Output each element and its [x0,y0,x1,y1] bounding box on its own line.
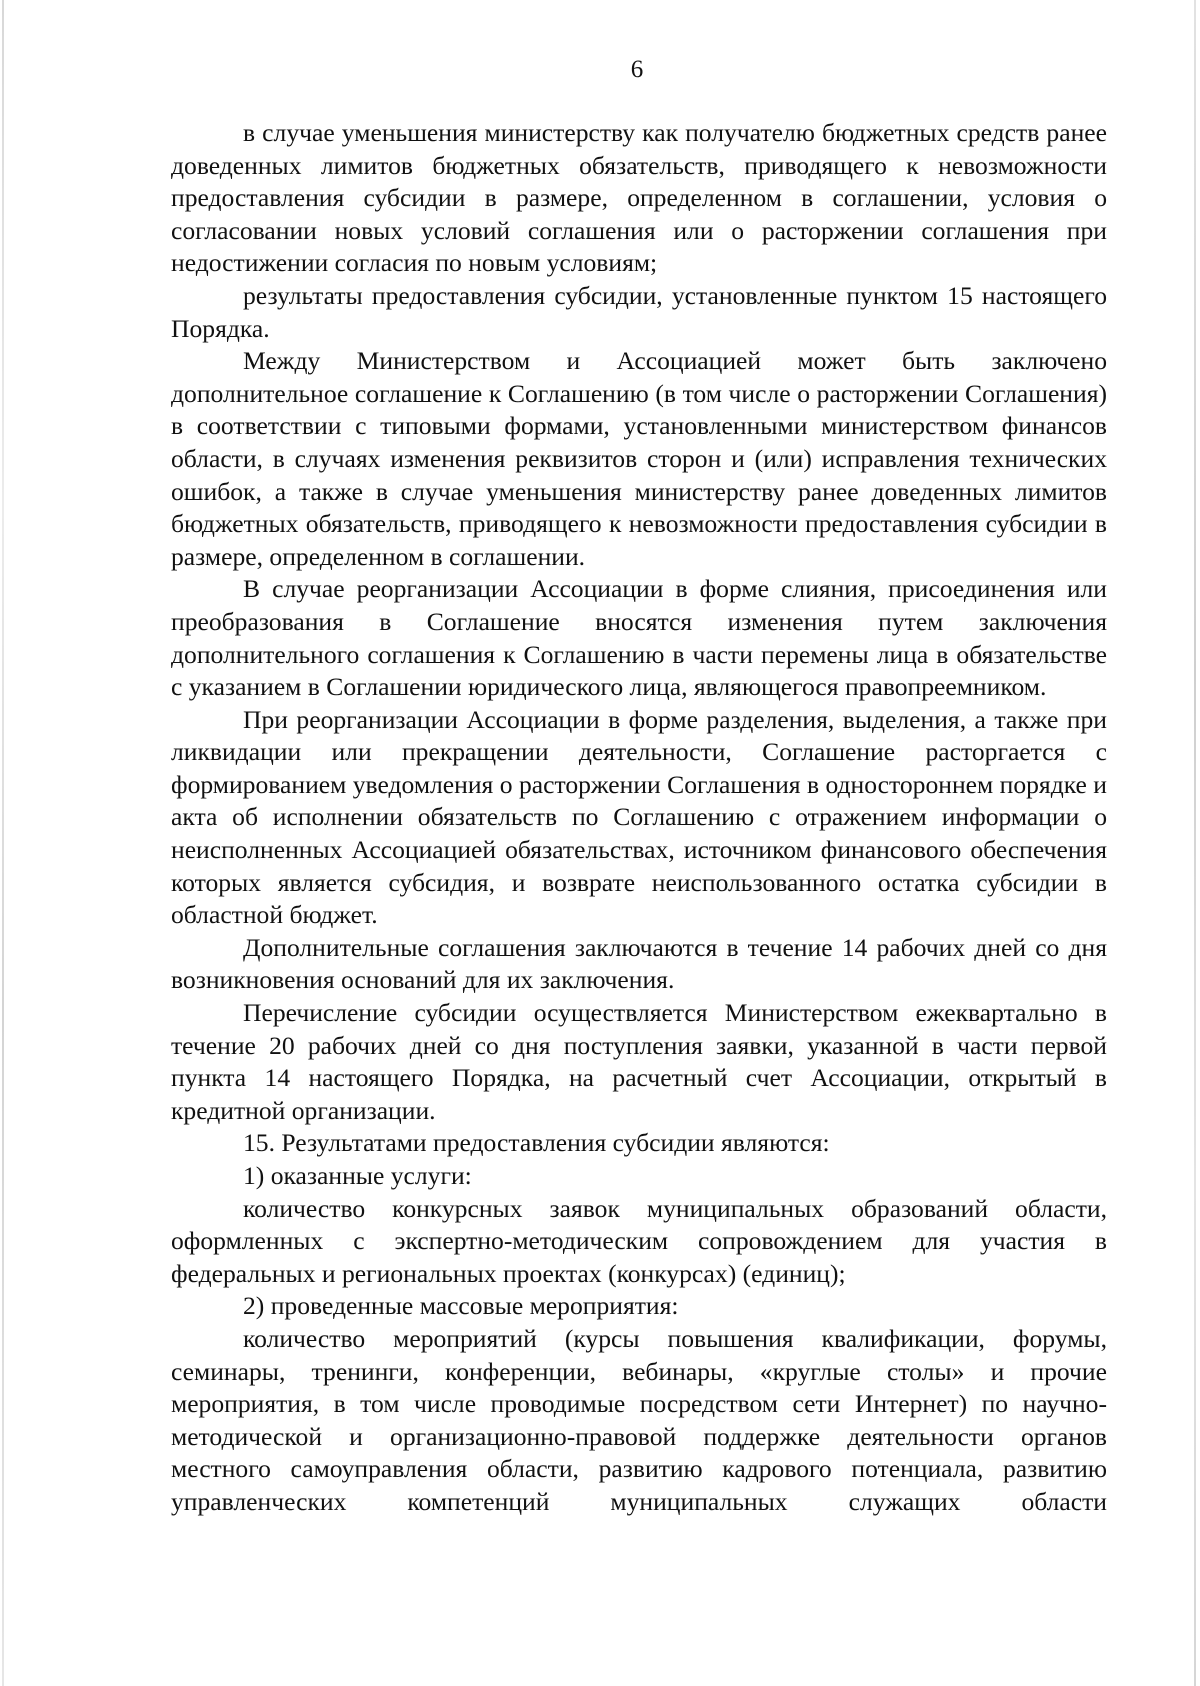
paragraph: 2) проведенные массовые мероприятия: [243,1291,679,1321]
paragraph: 15. Результатами предоставления субсидии являются: [243,1128,830,1158]
paragraph: В случае реорганизации Ассоциации в форме слияния, присоединения или преобразования в Соглашение вносятся изменения путем заключения дополнительного соглашения к Соглашению в части перемены лица в обязательстве с указанием в Соглашении юридического лица, являющегося правопреемником. [171,574,1107,702]
paragraph: Между Министерством и Ассоциацией может быть заключено дополнительное соглашение к Соглашению (в том числе о расторжении Соглашения) в соответствии с типовыми формами, установленными министерством финансов области, в случаях изменения реквизитов сторон и (или) исправления технических ошибок, а также в случае уменьшения министерству ранее доведенных лимитов бюджетных обязательств, приводящего к невозможности предоставления субсидии в размере, определенном в соглашении. [171,346,1107,571]
paragraph: в случае уменьшения министерству как получателю бюджетных средств ранее доведенных лимитов бюджетных обязательств, приводящего к невозможности предоставления субсидии в размере, определенном в соглашении, условия о согласовании новых условий соглашения или о расторжении соглашения при недостижении согласия по новым условиям; [171,118,1107,278]
scan-edge-right [1194,0,1196,1686]
paragraph: При реорганизации Ассоциации в форме разделения, выделения, а также при ликвидации или прекращении деятельности, Соглашение расторгается с формированием уведомления о расторжении Соглашения в одностороннем порядке и акта об исполнении обязательств по Соглашению с отражением информации о неисполненных Ассоциацией обязательствах, источником финансового обеспечения которых является субсидия, и возврате неиспользованного остатка субсидии в областной бюджет. [171,704,1107,930]
paragraph: Перечисление субсидии осуществляется Министерством ежеквартально в течение 20 рабочих дней со дня поступления заявки, указанной в части первой пункта 14 настоящего Порядка, на расчетный счет Ассоциации, открытый в кредитной организации. [171,998,1107,1125]
page-number: 6 [630,56,644,83]
paragraph: количество конкурсных заявок муниципальных образований области, оформленных с экспертно-методическим сопровождением для участия в федеральных и региональных проектах (конкурсах) (единиц); [171,1193,1107,1288]
paragraph: количество мероприятий (курсы повышения квалификации, форумы, семинары, тренинги, конференции, вебинары, «круглые столы» и прочие мероприятия, в том числе проводимые посредством сети Интернет) по научно-методической и организационно-правовой поддержке деятельности органов местного самоуправления области, развитию кадрового потенциала, развитию управленческих компетенций муниципальных служащих области [171,1323,1107,1516]
paragraph: Дополнительные соглашения заключаются в течение 14 рабочих дней со дня возникновения оснований для их заключения. [171,932,1107,995]
paragraph: результаты предоставления субсидии, установленные пунктом 15 настоящего Порядка. [171,280,1107,343]
document-body [171,117,1107,1519]
scan-edge-left [2,0,4,1686]
paragraph: 1) оказанные услуги: [243,1161,472,1190]
